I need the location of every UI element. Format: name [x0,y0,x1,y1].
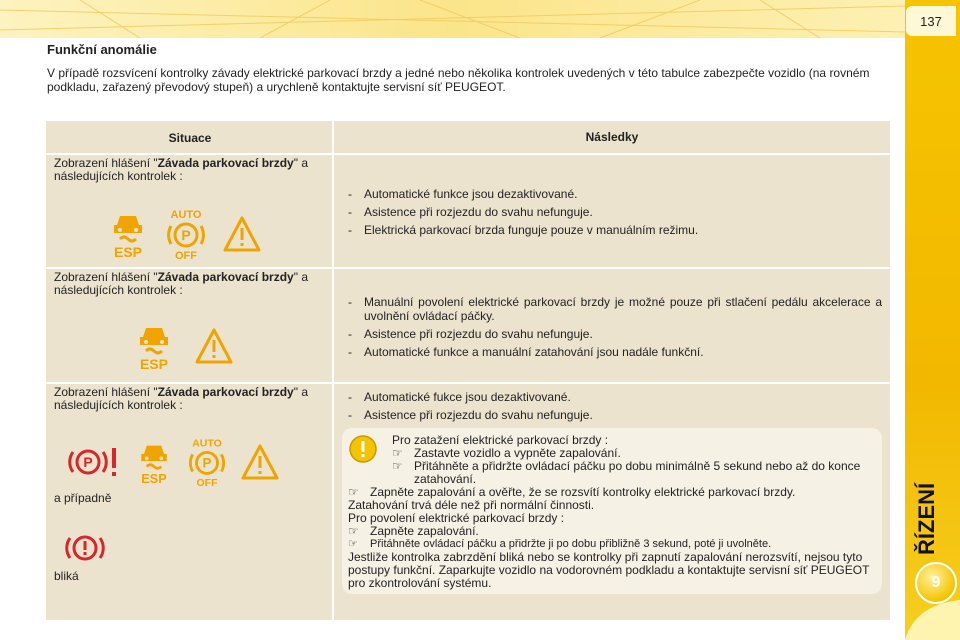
final-note: Jestliže kontrolka zabrzdění bliká nebo se kontrolky při zapnutí zapalování nerozsvítí, nejsou tyto postupy funkční. Zaparkujte vozidlo na vodorovném podkladu a kontaktujte servisní síť PEUGEOT pro zkontrolování systému. [348,550,870,590]
table-header-row [45,120,891,154]
page-number: 137 [906,6,956,36]
header-consequences: Následky [333,120,891,154]
consequence-cell [333,154,891,268]
list-item: - Asistence při rozjezdu do svahu nefunguje. [342,327,882,341]
situation-cell [45,268,333,383]
consequence-list [342,187,882,237]
svg-text:AUTO: AUTO [170,209,202,221]
table-row [45,383,891,621]
band-bottom-curve [905,600,960,640]
list-item: ☞ Zastavte vozidlo a vypněte zapalování. [392,446,621,460]
page-title: Funkční anomálie [47,42,157,57]
consequence-list [342,295,882,359]
table-row [45,154,891,268]
table-row [45,268,891,383]
svg-text:P: P [202,455,212,471]
consequence-cell [333,268,891,383]
intro-paragraph: V případě rozsvícení kontrolky závady elektrické parkovací brzdy a jedné nebo několika kontrolek uvedených v této tabulce zabezpečte vozidlo (na rovném podkladu, zařazený převodový stupeň) a urychleně kontaktujte servisní síť PEUGEOT. [47,66,870,94]
list-item: ☞ Zapněte zapalování a ověřte, že se rozsvítí kontrolky elektrické parkovací brzdy. [348,485,796,499]
procedure-note [342,428,882,594]
header-decoration [0,0,905,38]
condition-text: Zobrazení hlášení "Závada parkovací brzdy" a následujících kontrolek : [54,156,308,183]
auto-p-off-icon [164,207,208,261]
auto-p-off-icon [186,436,228,488]
svg-text:AUTO: AUTO [192,437,222,450]
brake-warning-icon [64,530,106,566]
list-item: ☞ Přitáhněte ovládací páčku a přidržte ji po dobu přibližně 3 sekund, poté ji uvolněte. [348,538,772,550]
blinking-text: bliká [54,569,79,583]
list-item: ☞ Přitáhněte a přidržte ovládací páčku po dobu minimálně 5 sekund nebo až do konce zatahování. [392,459,861,486]
situation-cell [45,154,333,268]
condition-text: Zobrazení hlášení "Závada parkovací brzdy" a následujících kontrolek : [54,385,308,412]
consequence-list [342,390,882,422]
indicator-icons [68,436,280,488]
esp-icon [106,209,150,259]
list-item: - Elektrická parkovací brzda funguje pouze v manuálním režimu. [342,223,882,237]
esp-icon [132,321,176,371]
svg-text:P: P [181,227,191,243]
warning-triangle-icon [222,215,262,253]
pointing-hand-icon: ☞ [348,538,358,550]
pointing-hand-icon: ☞ [348,524,359,538]
list-item: ☞ Zapněte zapalování. [348,524,479,538]
pointing-hand-icon: ☞ [392,446,403,460]
release-intro: Pro povolení elektrické parkovací brzdy : [348,511,565,525]
indicator-icons [106,207,262,261]
list-item: - Automatické fukce jsou dezaktivované. [342,390,882,404]
warning-triangle-icon [194,327,234,365]
svg-text:P: P [83,454,93,470]
indicator-icons [132,321,234,371]
pointing-hand-icon: ☞ [348,485,359,499]
situation-cell [45,383,333,621]
svg-text:ESP: ESP [139,356,169,371]
tighten-intro: Pro zatažení elektrické parkovací brzdy : [392,433,609,447]
malfunction-table [44,119,892,622]
pointing-hand-icon: ☞ [392,459,403,473]
and-possibly-text: a případně [54,491,112,505]
list-item: - Asistence při rozjezdu do svahu nefunguje. [342,408,882,422]
svg-text:ESP: ESP [141,470,167,486]
list-item: - Automatické funkce jsou dezaktivované. [342,187,882,201]
caution-icon [348,434,378,464]
condition-text: Zobrazení hlášení "Závada parkovací brzdy" a následujících kontrolek : [54,270,308,297]
esp-icon [134,438,174,486]
consequence-cell [333,383,891,621]
tighten-block [348,434,876,486]
section-title-vertical: ŘÍZENÍ [914,482,939,555]
svg-text:ESP: ESP [113,244,143,259]
list-item: - Asistence při rozjezdu do svahu nefunguje. [342,205,882,219]
header-situation: Situace [45,120,333,154]
list-item: - Manuální povolení elektrické parkovací brzdy je možné pouze při stlačení pedálu akcelerace a uvolnění ovládací páčky. [342,295,882,323]
chapter-badge: 9 [915,562,957,604]
parking-brake-fault-icon [68,442,122,482]
list-item: - Automatické funkce a manuální zatahování jsou nadále funkční. [342,345,882,359]
warning-triangle-icon [240,443,280,481]
duration-text: Zatahování trvá déle než při normální činnosti. [348,498,595,512]
svg-text:OFF: OFF [175,250,197,261]
svg-text:OFF: OFF [196,476,218,488]
